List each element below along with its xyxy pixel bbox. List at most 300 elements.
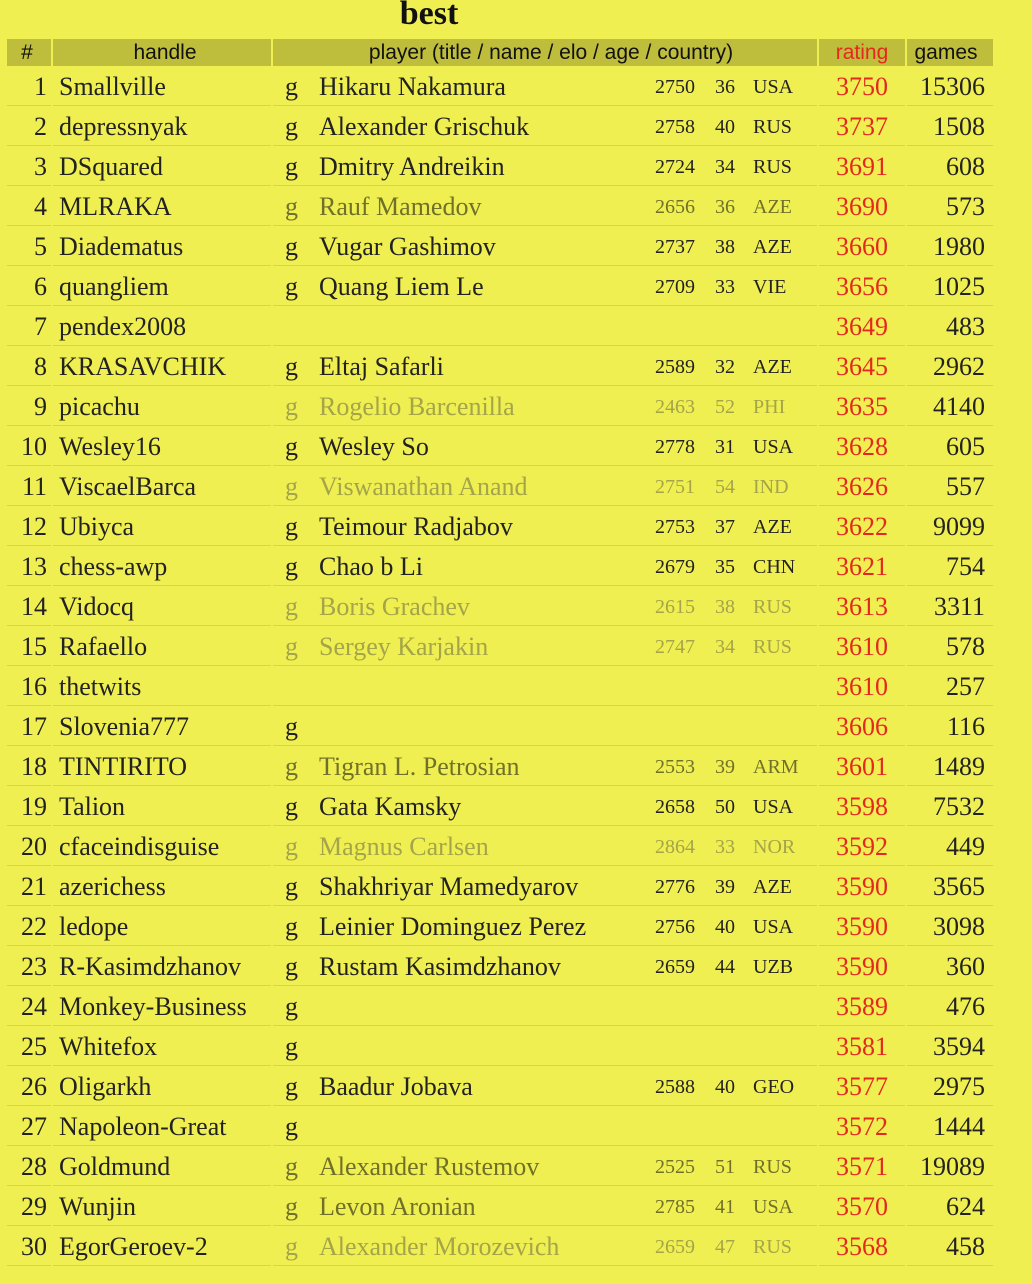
player-cell (273, 948, 817, 986)
player-age: 32 (715, 355, 735, 378)
games-cell: 3311 (907, 588, 993, 626)
player-elo: 2679 (655, 555, 695, 578)
games-cell: 2975 (907, 1068, 993, 1106)
rating-cell: 3628 (819, 428, 905, 466)
handle-link[interactable]: Slovenia777 (53, 708, 271, 746)
player-elo: 2709 (655, 275, 695, 298)
games-cell: 3098 (907, 908, 993, 946)
player-cell (273, 708, 817, 746)
player-cell (273, 548, 817, 586)
player-title: g (285, 152, 298, 181)
games-cell: 1980 (907, 228, 993, 266)
player-title: g (285, 1152, 298, 1181)
player-country: USA (753, 915, 794, 938)
rank-cell: 16 (7, 668, 51, 706)
table-row (7, 388, 993, 426)
table-row (7, 348, 993, 386)
table-row (7, 828, 993, 866)
player-name: Hikaru Nakamura (319, 72, 506, 101)
handle-link[interactable]: Monkey-Business (53, 988, 271, 1026)
player-elo: 2553 (655, 755, 695, 778)
games-cell: 458 (907, 1228, 993, 1266)
rank-cell: 10 (7, 428, 51, 466)
player-country: RUS (753, 595, 792, 618)
player-elo: 2463 (655, 395, 695, 418)
rating-cell: 3737 (819, 108, 905, 146)
rating-cell: 3577 (819, 1068, 905, 1106)
player-name: Alexander Grischuk (319, 112, 530, 141)
rating-cell: 3690 (819, 188, 905, 226)
rating-cell: 3613 (819, 588, 905, 626)
player-title: g (285, 112, 298, 141)
handle-link[interactable]: Oligarkh (53, 1068, 271, 1106)
games-cell: 578 (907, 628, 993, 666)
player-cell (273, 988, 817, 1026)
player-age: 54 (715, 475, 735, 498)
rating-cell: 3572 (819, 1108, 905, 1146)
rank-cell: 2 (7, 108, 51, 146)
player-title: g (285, 712, 298, 741)
player-name: Magnus Carlsen (319, 832, 489, 861)
player-cell (273, 468, 817, 506)
player-country: ARM (753, 755, 799, 778)
handle-link[interactable]: cfaceindisguise (53, 828, 271, 866)
player-age: 33 (715, 275, 735, 298)
games-cell: 624 (907, 1188, 993, 1226)
player-country: VIE (753, 275, 787, 298)
games-cell: 1025 (907, 268, 993, 306)
player-name: Tigran L. Petrosian (319, 752, 520, 781)
rank-cell: 26 (7, 1068, 51, 1106)
player-cell (273, 868, 817, 906)
games-cell: 4140 (907, 388, 993, 426)
handle-link[interactable]: Diadematus (53, 228, 271, 266)
table-row (7, 148, 993, 186)
rank-cell: 12 (7, 508, 51, 546)
player-age: 34 (715, 155, 735, 178)
table-body (7, 68, 993, 1266)
player-elo: 2658 (655, 795, 695, 818)
games-cell: 754 (907, 548, 993, 586)
table-row (7, 1228, 993, 1266)
player-title: g (285, 912, 298, 941)
games-cell: 2962 (907, 348, 993, 386)
player-elo: 2659 (655, 955, 695, 978)
handle-link[interactable]: picachu (53, 388, 271, 426)
games-cell: 557 (907, 468, 993, 506)
player-country: NOR (753, 835, 796, 858)
player-cell (273, 1188, 817, 1226)
player-title: g (285, 512, 298, 541)
table-row (7, 708, 993, 746)
player-country: AZE (753, 875, 792, 898)
table-row (7, 628, 993, 666)
player-country: RUS (753, 1235, 792, 1258)
player-name: Alexander Morozevich (319, 1232, 560, 1261)
page-title: best (399, 0, 459, 32)
player-age: 37 (715, 515, 735, 538)
player-cell (273, 148, 817, 186)
games-cell: 15306 (907, 68, 993, 106)
player-title: g (285, 592, 298, 621)
table-row (7, 1188, 993, 1226)
player-cell (273, 1108, 817, 1146)
table-row (7, 188, 993, 226)
player-age: 44 (715, 955, 735, 978)
player-title: g (285, 752, 298, 781)
player-cell (273, 1228, 817, 1266)
player-elo: 2758 (655, 115, 695, 138)
handle-link[interactable]: Napoleon-Great (53, 1108, 271, 1146)
player-age: 36 (715, 75, 735, 98)
player-title: g (285, 992, 298, 1021)
games-cell: 257 (907, 668, 993, 706)
player-elo: 2756 (655, 915, 695, 938)
rating-cell: 3568 (819, 1228, 905, 1266)
rating-cell: 3610 (819, 628, 905, 666)
rank-cell: 24 (7, 988, 51, 1026)
handle-link[interactable]: quangliem (53, 268, 271, 306)
games-cell: 605 (907, 428, 993, 466)
rank-cell: 3 (7, 148, 51, 186)
player-elo: 2864 (655, 835, 695, 858)
handle-link[interactable]: Wunjin (53, 1188, 271, 1226)
player-name: Gata Kamsky (319, 792, 462, 821)
table-row (7, 1148, 993, 1186)
player-age: 39 (715, 755, 735, 778)
player-cell (273, 68, 817, 106)
player-elo: 2656 (655, 195, 695, 218)
player-name: Levon Aronian (319, 1192, 476, 1221)
player-country: AZE (753, 515, 792, 538)
table-header-row (7, 39, 993, 66)
handle-link[interactable]: Talion (53, 788, 271, 826)
table-row (7, 748, 993, 786)
rank-cell: 17 (7, 708, 51, 746)
player-elo: 2589 (655, 355, 695, 378)
player-name: Vugar Gashimov (319, 232, 496, 261)
player-cell (273, 588, 817, 626)
player-name: Teimour Radjabov (319, 512, 513, 541)
handle-link[interactable]: DSquared (53, 148, 271, 186)
games-cell: 7532 (907, 788, 993, 826)
player-cell (273, 1028, 817, 1066)
column-header-games: games (907, 39, 993, 66)
handle-link[interactable]: Vidocq (53, 588, 271, 626)
rating-cell: 3645 (819, 348, 905, 386)
player-country: CHN (753, 555, 796, 578)
player-elo: 2615 (655, 595, 695, 618)
player-elo: 2588 (655, 1075, 695, 1098)
table-row (7, 668, 993, 706)
rating-cell: 3589 (819, 988, 905, 1026)
rating-cell: 3691 (819, 148, 905, 186)
player-name: Wesley So (319, 432, 429, 461)
rank-cell: 22 (7, 908, 51, 946)
player-country: USA (753, 435, 794, 458)
player-cell (273, 348, 817, 386)
player-age: 34 (715, 635, 735, 658)
player-age: 33 (715, 835, 735, 858)
games-cell: 483 (907, 308, 993, 346)
handle-link[interactable]: Rafaello (53, 628, 271, 666)
player-country: AZE (753, 195, 792, 218)
player-title: g (285, 72, 298, 101)
player-name: Sergey Karjakin (319, 632, 489, 661)
player-name: Eltaj Safarli (319, 352, 444, 381)
player-name: Chao b Li (319, 552, 423, 581)
table-row (7, 68, 993, 106)
table-row (7, 1068, 993, 1106)
rank-cell: 25 (7, 1028, 51, 1066)
handle-link[interactable]: Wesley16 (53, 428, 271, 466)
player-age: 36 (715, 195, 735, 218)
rating-cell: 3635 (819, 388, 905, 426)
rank-cell: 23 (7, 948, 51, 986)
player-title: g (285, 392, 298, 421)
ranking-table (5, 37, 995, 1268)
player-elo: 2737 (655, 235, 695, 258)
rating-cell: 3649 (819, 308, 905, 346)
rating-cell: 3590 (819, 948, 905, 986)
table-row (7, 868, 993, 906)
table-row (7, 268, 993, 306)
rank-cell: 21 (7, 868, 51, 906)
games-cell: 1508 (907, 108, 993, 146)
player-cell (273, 668, 817, 706)
handle-link[interactable]: azerichess (53, 868, 271, 906)
player-cell (273, 268, 817, 306)
handle-link[interactable]: ViscaelBarca (53, 468, 271, 506)
rank-cell: 18 (7, 748, 51, 786)
games-cell: 360 (907, 948, 993, 986)
rating-cell: 3571 (819, 1148, 905, 1186)
player-country: USA (753, 1195, 794, 1218)
rank-cell: 19 (7, 788, 51, 826)
column-header-player: player (title / name / elo / age / country) (273, 39, 817, 66)
games-cell: 1489 (907, 748, 993, 786)
player-age: 40 (715, 115, 735, 138)
rank-cell: 14 (7, 588, 51, 626)
player-elo: 2776 (655, 875, 695, 898)
player-country: GEO (753, 1075, 795, 1098)
rank-cell: 30 (7, 1228, 51, 1266)
player-age: 47 (715, 1235, 735, 1258)
table-row (7, 308, 993, 346)
player-elo: 2785 (655, 1195, 695, 1218)
rank-cell: 6 (7, 268, 51, 306)
column-header-handle: handle (53, 39, 271, 66)
player-title: g (285, 872, 298, 901)
table-row (7, 948, 993, 986)
player-age: 31 (715, 435, 735, 458)
rank-cell: 11 (7, 468, 51, 506)
rank-cell: 29 (7, 1188, 51, 1226)
rating-cell: 3660 (819, 228, 905, 266)
table-row (7, 428, 993, 466)
rating-cell: 3622 (819, 508, 905, 546)
games-cell: 3594 (907, 1028, 993, 1066)
player-country: USA (753, 75, 794, 98)
rating-cell: 3590 (819, 868, 905, 906)
handle-link[interactable]: pendex2008 (53, 308, 271, 346)
player-cell (273, 628, 817, 666)
player-age: 40 (715, 915, 735, 938)
games-cell: 573 (907, 188, 993, 226)
rating-cell: 3590 (819, 908, 905, 946)
table-row (7, 588, 993, 626)
player-title: g (285, 432, 298, 461)
player-elo: 2659 (655, 1235, 695, 1258)
column-header-rank: # (7, 39, 51, 66)
player-elo: 2747 (655, 635, 695, 658)
table-row (7, 508, 993, 546)
handle-link[interactable]: TINTIRITO (53, 748, 271, 786)
table-row (7, 1108, 993, 1146)
rank-cell: 20 (7, 828, 51, 866)
games-cell: 3565 (907, 868, 993, 906)
player-age: 35 (715, 555, 735, 578)
player-title: g (285, 1112, 298, 1141)
games-cell: 608 (907, 148, 993, 186)
player-cell (273, 1148, 817, 1186)
games-cell: 1444 (907, 1108, 993, 1146)
handle-link[interactable]: depressnyak (53, 108, 271, 146)
rank-cell: 28 (7, 1148, 51, 1186)
player-elo: 2525 (655, 1155, 695, 1178)
handle-link[interactable]: Ubiyca (53, 508, 271, 546)
handle-link[interactable]: EgorGeroev-2 (53, 1228, 271, 1266)
table-row (7, 228, 993, 266)
handle-link[interactable]: R-Kasimdzhanov (53, 948, 271, 986)
rank-cell: 13 (7, 548, 51, 586)
player-age: 52 (715, 395, 735, 418)
player-title: g (285, 1072, 298, 1101)
player-title: g (285, 832, 298, 861)
table-row (7, 988, 993, 1026)
player-country: RUS (753, 155, 792, 178)
player-age: 38 (715, 595, 735, 618)
player-country: RUS (753, 635, 792, 658)
player-name: Viswanathan Anand (319, 472, 528, 501)
player-name: Rustam Kasimdzhanov (319, 952, 561, 981)
player-name: Leinier Dominguez Perez (319, 912, 587, 941)
player-title: g (285, 952, 298, 981)
rank-cell: 5 (7, 228, 51, 266)
player-country: RUS (753, 115, 792, 138)
rank-cell: 1 (7, 68, 51, 106)
rating-cell: 3598 (819, 788, 905, 826)
games-cell: 116 (907, 708, 993, 746)
player-elo: 2724 (655, 155, 695, 178)
rank-cell: 7 (7, 308, 51, 346)
player-country: AZE (753, 235, 792, 258)
player-elo: 2778 (655, 435, 695, 458)
player-name: Rogelio Barcenilla (319, 392, 515, 421)
player-age: 38 (715, 235, 735, 258)
table-row (7, 548, 993, 586)
player-country: UZB (753, 955, 793, 978)
player-title: g (285, 272, 298, 301)
handle-link[interactable]: chess-awp (53, 548, 271, 586)
player-title: g (285, 1232, 298, 1261)
player-title: g (285, 1032, 298, 1061)
player-cell (273, 1068, 817, 1106)
player-title: g (285, 792, 298, 821)
handle-link[interactable]: ledope (53, 908, 271, 946)
player-title: g (285, 552, 298, 581)
handle-link[interactable]: thetwits (53, 668, 271, 706)
rating-cell: 3606 (819, 708, 905, 746)
player-age: 41 (715, 1195, 735, 1218)
player-cell (273, 508, 817, 546)
player-name: Baadur Jobava (319, 1072, 473, 1101)
rating-cell: 3601 (819, 748, 905, 786)
games-cell: 476 (907, 988, 993, 1026)
rating-cell: 3750 (819, 68, 905, 106)
player-title: g (285, 352, 298, 381)
player-country: USA (753, 795, 794, 818)
player-cell (273, 308, 817, 346)
rating-cell: 3610 (819, 668, 905, 706)
table-row (7, 1028, 993, 1066)
rank-cell: 15 (7, 628, 51, 666)
rating-cell: 3656 (819, 268, 905, 306)
games-cell: 449 (907, 828, 993, 866)
player-name: Alexander Rustemov (319, 1152, 540, 1181)
rank-cell: 27 (7, 1108, 51, 1146)
player-title: g (285, 472, 298, 501)
rating-cell: 3581 (819, 1028, 905, 1066)
player-cell (273, 748, 817, 786)
player-name: Shakhriyar Mamedyarov (319, 872, 579, 901)
player-elo: 2750 (655, 75, 695, 98)
handle-link[interactable]: Goldmund (53, 1148, 271, 1186)
player-title: g (285, 1192, 298, 1221)
rating-cell: 3621 (819, 548, 905, 586)
column-header-rating: rating (819, 39, 905, 66)
player-elo: 2751 (655, 475, 695, 498)
table-row (7, 908, 993, 946)
player-title: g (285, 192, 298, 221)
handle-link[interactable]: KRASAVCHIK (53, 348, 271, 386)
player-country: RUS (753, 1155, 792, 1178)
player-cell (273, 228, 817, 266)
player-cell (273, 188, 817, 226)
player-cell (273, 388, 817, 426)
handle-link[interactable]: Whitefox (53, 1028, 271, 1066)
player-country: AZE (753, 355, 792, 378)
rank-cell: 9 (7, 388, 51, 426)
rank-cell: 8 (7, 348, 51, 386)
player-cell (273, 828, 817, 866)
handle-link[interactable]: Smallville (53, 68, 271, 106)
player-title: g (285, 232, 298, 261)
table-row (7, 108, 993, 146)
player-cell (273, 788, 817, 826)
player-name: Dmitry Andreikin (319, 152, 505, 181)
handle-link[interactable]: MLRAKA (53, 188, 271, 226)
player-name: Boris Grachev (319, 592, 470, 621)
player-name: Quang Liem Le (319, 272, 484, 301)
player-age: 40 (715, 1075, 735, 1098)
player-country: IND (753, 475, 789, 498)
table-row (7, 788, 993, 826)
rank-cell: 4 (7, 188, 51, 226)
player-age: 51 (715, 1155, 735, 1178)
player-cell (273, 908, 817, 946)
player-age: 50 (715, 795, 735, 818)
